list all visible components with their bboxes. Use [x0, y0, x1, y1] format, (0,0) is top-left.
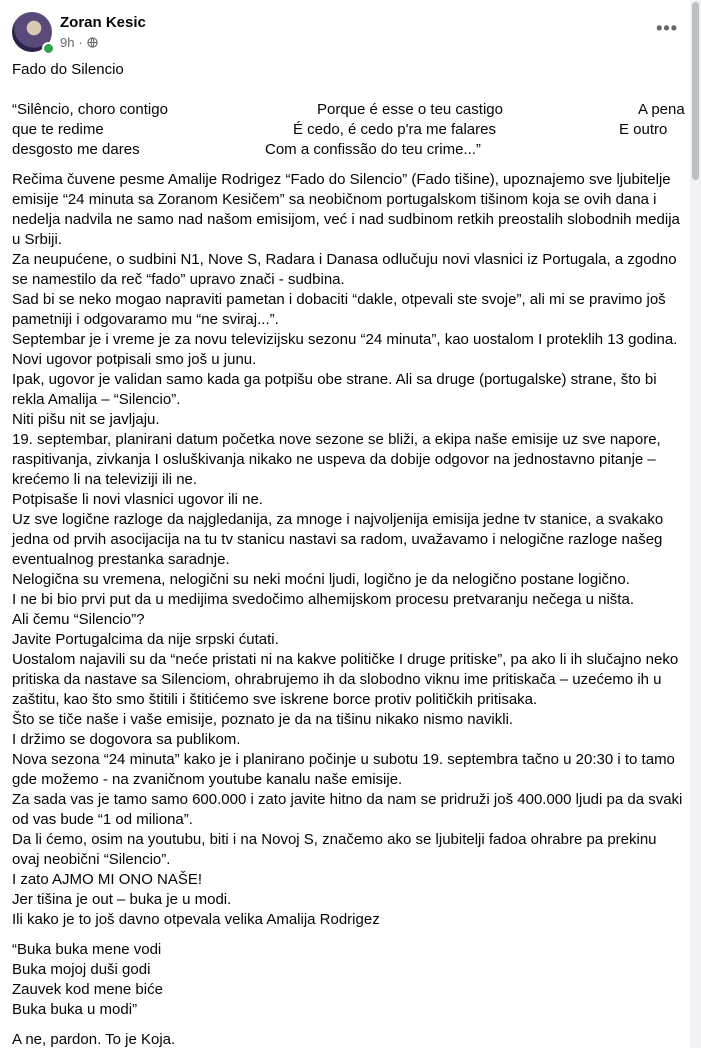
paragraph: Da li ćemo, osim na youtubu, biti i na Novoj S, značemo ako se ljubitelji fadoa ohrabre pa prekinu ovaj neobični “Silencio”.: [12, 831, 657, 868]
paragraph: Ali čemu “Silencio”?: [12, 611, 145, 628]
post-title: Fado do Silencio: [12, 61, 124, 78]
post-body: [12, 170, 688, 930]
portuguese-quote: [12, 100, 688, 160]
scrollbar[interactable]: [690, 0, 701, 1048]
quote-text: que te redime: [12, 121, 104, 138]
paragraph: Ipak, ugovor je validan samo kada ga potpišu obe strane. Ali sa druge (portugalske) strane, što bi rekla Amalija – “Silencio”.: [12, 371, 657, 408]
paragraph: I ne bi bio prvi put da u medijima svedočimo alhemijskom procesu pretvaranju nečega u ništa.: [12, 591, 634, 608]
post-header: [12, 12, 682, 54]
author-name[interactable]: Zoran Kesic: [60, 14, 146, 31]
scrollbar-thumb[interactable]: [692, 2, 699, 180]
lyric-line: “Buka buka mene vodi: [12, 941, 162, 958]
meta-separator: ·: [78, 35, 83, 50]
paragraph: Septembar je i vreme je za novu televizijsku sezonu “24 minuta”, kao uostalom I proteklih 13 godina.: [12, 331, 678, 348]
online-status-dot: [42, 42, 55, 55]
paragraph: Uostalom najavili su da “neće pristati ni na kakve političke I druge pritiske”, pa ako li ih slučajno neko pritiska da nastave sa Silenciom, ohrabrujemo ih da slobodno viknu ime pritiskača – uzećemo ih u zaštitu, kao što smo štitili i štitićemo sve iskrene borce protiv političkih pritisaka.: [12, 651, 679, 708]
paragraph: Javite Portugalcima da nije srpski ćutati.: [12, 631, 279, 648]
quote-text: A pena: [638, 101, 685, 118]
more-options-icon[interactable]: •••: [656, 18, 678, 38]
quote-text: desgosto me dares: [12, 141, 140, 158]
paragraph: 19. septembar, planirani datum početka nove sezone se bliži, a ekipa naše emisije uz sve napore, raspitivanja, zivkanja I osluškivanja nikako ne uspeva da dobije odgovor na jednostavno pitanje – krećemo li na televiziji ili ne.: [12, 431, 661, 488]
closing-line: A ne, pardon. To je Koja.: [12, 1031, 176, 1048]
post-content: [12, 60, 688, 1050]
paragraph: Za sada vas je tamo samo 600.000 i zato javite hitno da nam se pridruži još 400.000 ljudi pa da svaki od vas bude “1 od miliona”.: [12, 791, 683, 828]
paragraph: Nova sezona “24 minuta” kako je i planirano počinje u subotu 19. septembra tačno u 20:30 i to tamo gde možemo - na zvaničnom youtube kanalu naše emisije.: [12, 751, 675, 788]
post-time[interactable]: 9h: [60, 35, 75, 50]
paragraph: I zato AJMO MI ONO NAŠE!: [12, 871, 203, 888]
quote-row: [12, 100, 688, 120]
paragraph: Potpisaše li novi vlasnici ugovor ili ne.: [12, 491, 263, 508]
quote-text: Porque é esse o teu castigo: [317, 101, 503, 118]
paragraph: Novi ugovor potpisali smo još u junu.: [12, 351, 257, 368]
lyric-line: Zauvek kod mene biće: [12, 981, 163, 998]
quote-text: É cedo, é cedo p'ra me falares: [293, 121, 496, 138]
paragraph: Za neupućene, o sudbini N1, Nove S, Radara i Danasa odlučuju novi vlasnici iz Portugala, a zgodno se namestilo da reč “fado” upravo znači - sudbina.: [12, 251, 677, 288]
paragraph: I držimo se dogovora sa publikom.: [12, 731, 241, 748]
paragraph: Sad bi se neko mogao napraviti pametan i dobaciti “dakle, otpevali ste svoje”, ali mi se pravimo još pametniji i odgovaramo mu “ne sviraj...”.: [12, 291, 666, 328]
quote-row: [12, 120, 688, 140]
lyric-line: Buka mojoj duši godi: [12, 961, 151, 978]
quote-text: “Silêncio, choro contigo: [12, 101, 168, 118]
paragraph: Nelogična su vremena, nelogični su neki moćni ljudi, logično je da nelogično postane logično.: [12, 571, 630, 588]
paragraph: Ili kako je to još davno otpevala velika Amalija Rodrigez: [12, 911, 380, 928]
song-lyrics: [12, 940, 688, 1020]
paragraph: Rečima čuvene pesme Amalije Rodrigez “Fado do Silencio” (Fado tišine), upoznajemo sve ljubitelje emisije “24 minuta sa Zoranom Kesičem” sa neobičnom portugalskom tišinom koja se ovih dana i nedelja nadvila ne samo nad našom emisijom, već i nad sudbinom retkih preostalih slobodnih medija u Srbiji.: [12, 171, 680, 248]
globe-icon[interactable]: [87, 37, 98, 48]
paragraph: Jer tišina je out – buka je u modi.: [12, 891, 232, 908]
post-meta: [60, 35, 98, 50]
paragraph: Što se tiče naše i vaše emisije, poznato je da na tišinu nikako nismo navikli.: [12, 711, 514, 728]
quote-text: Com a confissão do teu crime...”: [265, 141, 481, 158]
paragraph: Niti pišu nit se javljaju.: [12, 411, 160, 428]
quote-text: E outro: [619, 121, 668, 138]
paragraph: Uz sve logične razloge da najgledanija, za mnoge i najvoljenija emisija jedne tv stanice, a svakako jedna od prvih asocijacija na tu tv stanicu nastavi sa radom, uvažavamo i nelogične razloge našeg eventualnog prestanka saradnje.: [12, 511, 664, 568]
quote-row: [12, 140, 688, 160]
lyric-line: Buka buka u modi”: [12, 1001, 138, 1018]
